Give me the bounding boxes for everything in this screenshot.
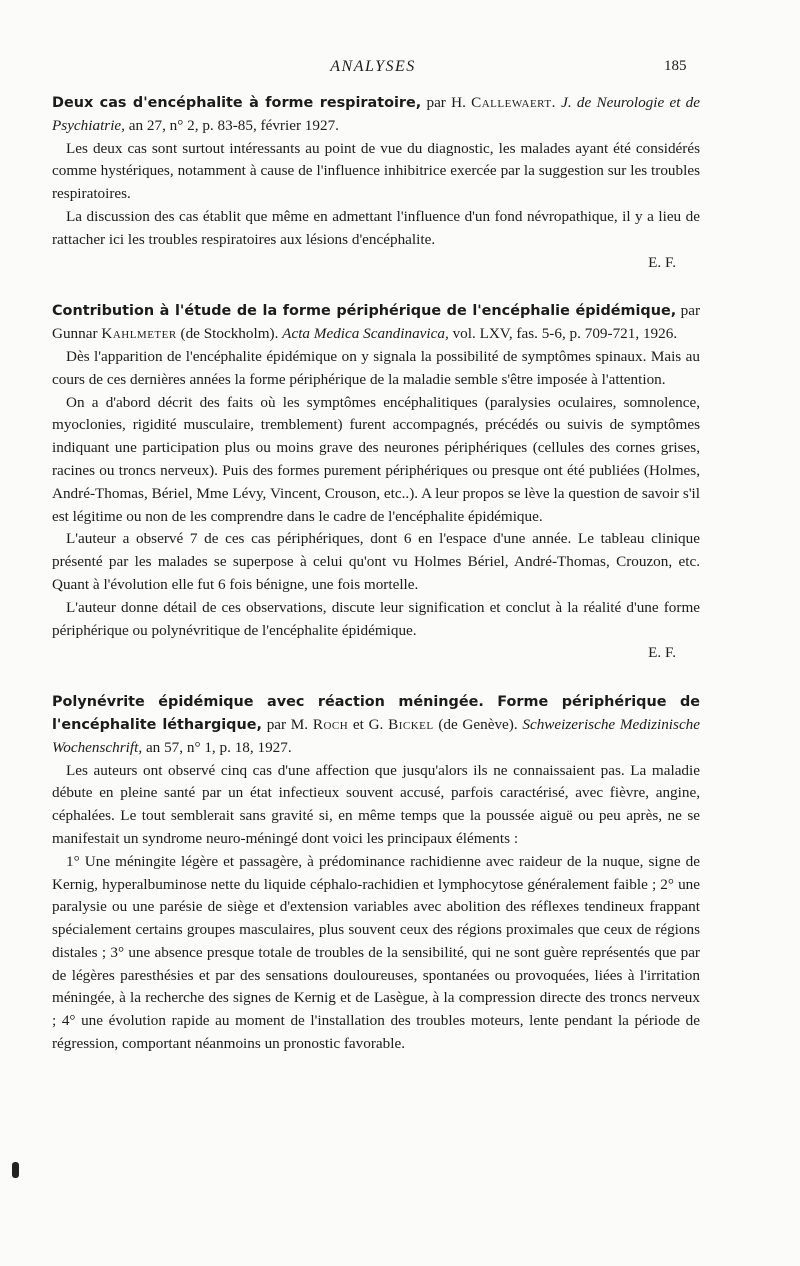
paragraph: On a d'abord décrit des faits où les symptômes encéphalitiques (paralysies oculaires, somnolence, myoclonies, rigidité musculaire, tremblement) furent accompagnés, précédés ou suivis de symptômes indiquant une participation plus ou moins grave des neurones périphériques (cellules des cornes grises, racines ou troncs nerveux). Puis des formes purement périphériques ou presque ont été publiées (Holmes, André-Thomas, Bériel, Mme Lévy, Vincent, Crouson, etc..). A leur propos se lève la question de savoir s'il est légitime ou non de les comprendre dans le cadre de l'encéphalite épidémique. xyxy=(52,393,700,525)
paragraph: Les deux cas sont surtout intéressants au point de vue du diagnostic, les malades ayant été considérés comme hystériques, notamment à cause de l'influence inhibitrice exercée par la suggestion sur les troubles respiratoires. xyxy=(52,139,700,203)
page-number: 185 xyxy=(664,58,687,74)
journal-name: J. de Neurologie et de Psychiatrie, xyxy=(52,94,700,134)
by-word: par xyxy=(680,302,701,320)
author-name: Kahlmeter xyxy=(101,325,177,343)
paragraph: Les auteurs ont observé cinq cas d'une affection que jusqu'alors ils ne connaissaient pas. La maladie débute en pleine santé par un état infectieux souvent accusé, parfois caractérisé, avec fièvre, angine, céphalées. Le tout semblerait sans gravité si, en même temps que la poussée aiguë ou peu après, ne se manifestait un syndrome neuro-méningé dont voici les principaux éléments : xyxy=(52,761,700,847)
paragraph: Dès l'apparition de l'encéphalite épidémique on y signala la possibilité de symptômes spinaux. Mais au cours de ces dernières années la forme périphérique de la maladie semble s'être imposée à l'attention. xyxy=(52,347,700,388)
author-name: Callewaert. xyxy=(471,94,556,111)
ink-spot xyxy=(12,1162,19,1178)
author-affiliation: (de Genève). xyxy=(438,715,518,733)
running-title: ANALYSES xyxy=(330,58,416,75)
author-name-2: Bickel xyxy=(388,715,434,733)
review-article-2 xyxy=(52,300,700,665)
author-initial: Gunnar xyxy=(52,325,98,343)
journal-name: Schweizerische Medizinische Wochenschrift, xyxy=(52,715,701,756)
author-name: Roch xyxy=(312,715,349,733)
reviewer-signature: E. F. xyxy=(648,644,676,662)
citation: an 57, n° 1, p. 18, 1927. xyxy=(145,738,292,756)
review-article-3 xyxy=(52,691,700,1056)
author-initial: H. xyxy=(451,94,466,111)
page-body xyxy=(52,92,700,1082)
article-heading xyxy=(52,691,700,759)
article-title: Deux cas d'encéphalite à forme respiratoire, xyxy=(52,95,422,111)
article-title: Polynévrite épidémique avec réaction méningée. Forme périphérique de l'encéphalite léthargique, xyxy=(52,694,700,733)
paragraph: 1° Une méningite légère et passagère, à prédominance rachidienne avec raideur de la nuque, signe de Kernig, hyperalbuminose nette du liquide céphalo-rachidien et lymphocytose généralement faible ; 2° une paralysie ou une parésie de siège et d'extension variables avec abolition des réflexes tendineux frappant spécialement certains groupes masculaires, plus souvent ceux des régions proximales que ceux de régions distales ; 3° une absence presque totale de troubles de la sensibilité, qui ne sont guère représentés que par de légères paresthésies et par des sensations douloureuses, spontanées ou provoquées, liées à l'irritation méningée, à la recherche des signes de Kernig et de Lasègue, à la compression directe des troncs nerveux ; 4° une évolution rapide au moment de l'installation des troubles moteurs, lente pendant la période de régression, comportant néanmoins un pronostic favorable. xyxy=(52,852,700,1053)
article-heading xyxy=(52,92,700,138)
paragraph: La discussion des cas établit que même en admettant l'influence d'un fond névropathique, il y a lieu de rattacher ici les troubles respiratoires aux lésions d'encéphalite. xyxy=(52,207,700,248)
page-header xyxy=(0,58,800,84)
author-connector: et G. xyxy=(352,715,384,733)
by-word: par xyxy=(426,94,446,111)
article-heading xyxy=(52,300,700,346)
citation: an 27, n° 2, p. 83-85, février 1927. xyxy=(128,116,339,134)
journal-name: Acta Medica Scandinavica, xyxy=(282,325,449,343)
by-word: par M. xyxy=(266,715,309,733)
reviewer-signature: E. F. xyxy=(648,253,676,271)
author-affiliation: (de Stockholm). xyxy=(180,325,279,343)
paragraph: L'auteur a observé 7 de ces cas périphériques, dont 6 en l'espace d'une année. Le tableau clinique présenté par les malades se superpose à celui qu'ont vu Holmes Bériel, André-Thomas, Crouzon, etc. Quant à l'évolution elle fut 6 fois bénigne, une fois mortelle. xyxy=(52,530,700,593)
citation: vol. LXV, fas. 5-6, p. 709-721, 1926. xyxy=(452,325,678,343)
article-title: Contribution à l'étude de la forme périphérique de l'encéphalie épidémique, xyxy=(52,303,677,320)
review-article-1 xyxy=(52,92,700,274)
paragraph: L'auteur donne détail de ces observations, discute leur signification et conclut à la réalité d'une forme périphérique ou polynévritique de l'encéphalite épidémique. xyxy=(52,598,700,639)
